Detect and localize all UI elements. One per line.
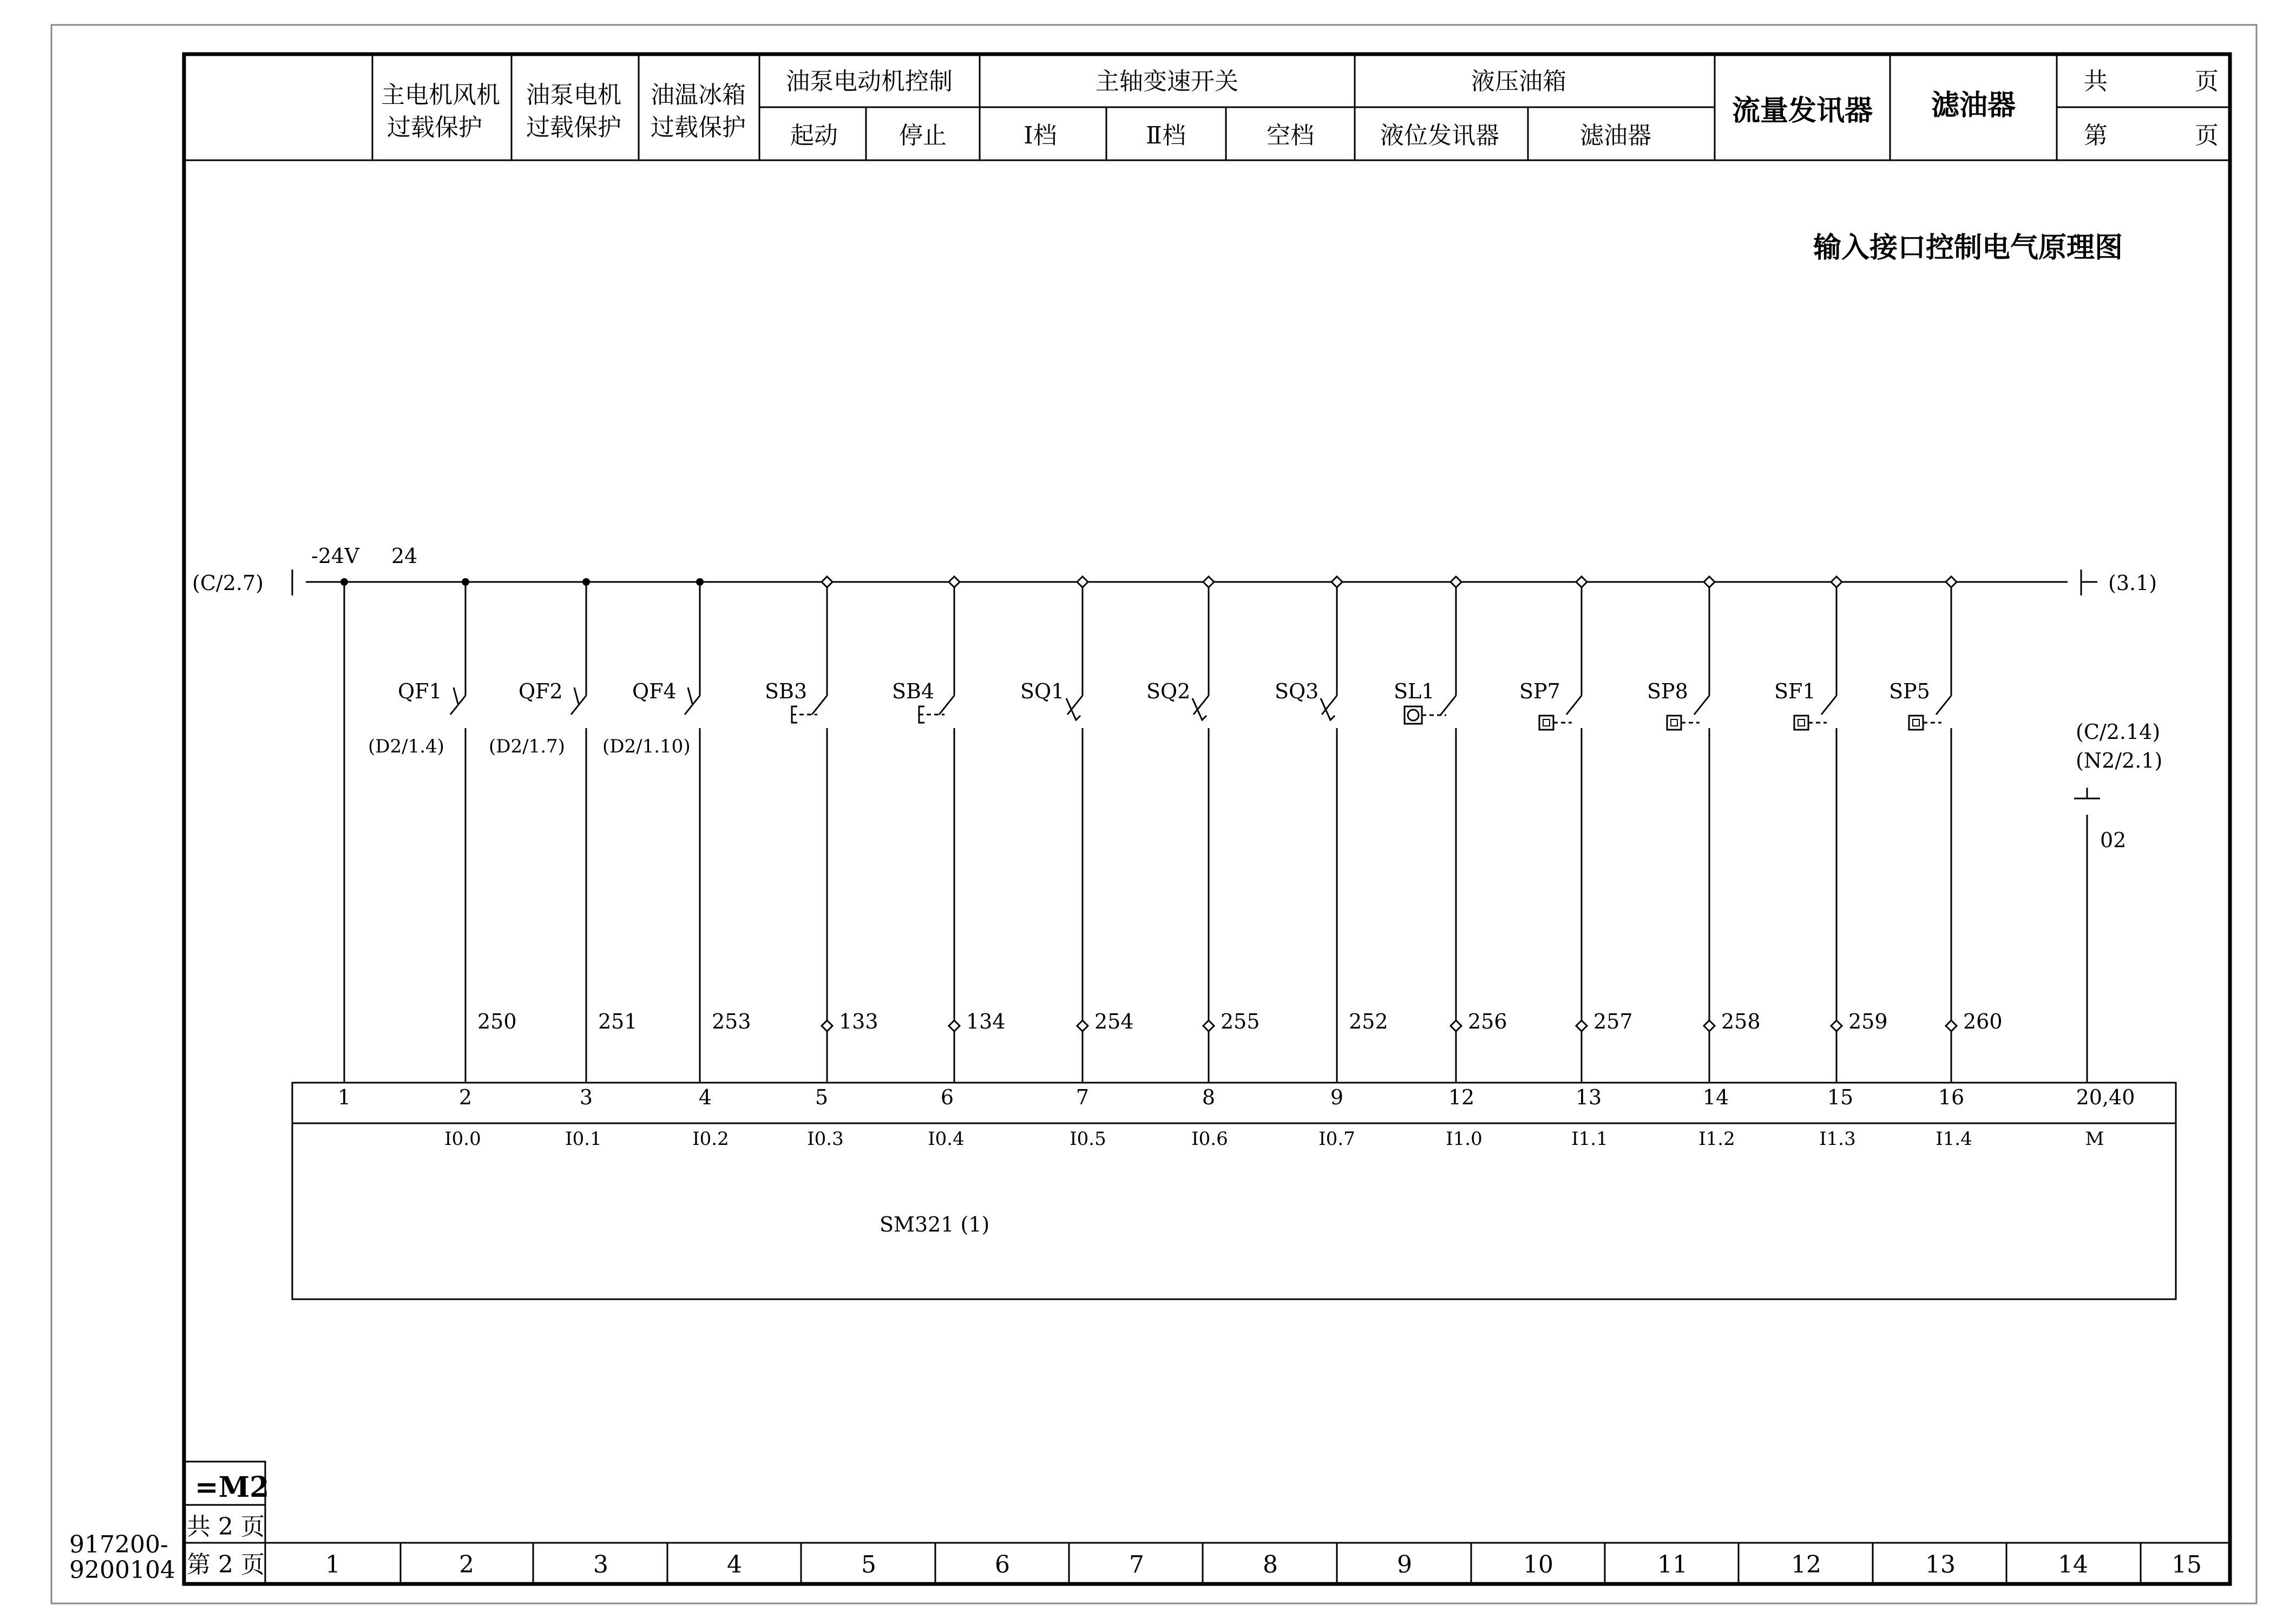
rail-wire-24: 24 — [391, 544, 418, 568]
component-ref: (D2/1.7) — [489, 736, 565, 757]
component-tag: SL1 — [1394, 679, 1435, 703]
drawing-number-2: 9200104 — [69, 1556, 175, 1584]
wire-number: 259 — [1848, 1010, 1888, 1033]
branch-sq2 — [1146, 577, 1260, 1083]
terminal-number: 4 — [698, 1085, 712, 1109]
component-ref: (D2/1.4) — [368, 736, 444, 757]
component-tag: SQ2 — [1146, 679, 1191, 703]
contact-blade — [1936, 696, 1951, 715]
branch-sb4 — [892, 577, 1006, 1083]
component-tag: QF1 — [398, 679, 442, 703]
terminal-number: 20,40 — [2076, 1085, 2135, 1109]
footer-grid — [184, 1462, 2230, 1584]
header-hydraulic-group: 液压油箱 — [1471, 68, 1566, 95]
header-neutral: 空档 — [1267, 122, 1314, 149]
header-filter2: 滤油器 — [1931, 89, 2016, 122]
header-total-unit: 页 — [2195, 68, 2219, 95]
grid-column-number: 10 — [1523, 1551, 1553, 1579]
terminal-diamond — [1451, 577, 1461, 587]
wire-number: 251 — [598, 1010, 638, 1033]
wire-number: 255 — [1221, 1010, 1260, 1033]
io-address: I1.3 — [1819, 1128, 1856, 1150]
ground-ref2: (N2/2.1) — [2076, 749, 2163, 772]
contact-blade — [1566, 696, 1582, 715]
component-tag: SB4 — [892, 679, 935, 703]
header-col3: 油温冰箱 — [651, 81, 746, 109]
wire-number: 256 — [1468, 1010, 1507, 1033]
terminal-number: 12 — [1448, 1085, 1475, 1109]
contact-blade — [685, 696, 700, 715]
grid-column-number: 1 — [325, 1551, 340, 1579]
terminal-number: 9 — [1330, 1085, 1344, 1109]
grid-column-number: 2 — [459, 1551, 474, 1579]
component-tag: SP8 — [1647, 679, 1688, 703]
header-col1b: 过载保护 — [387, 114, 482, 141]
io-address: I0.0 — [444, 1128, 481, 1150]
contact-blade — [1441, 696, 1456, 715]
float-icon — [1408, 710, 1419, 721]
header-page-label: 第 — [2084, 122, 2108, 149]
rail-voltage: -24V — [311, 544, 359, 568]
wire-terminal-diamond — [1077, 1020, 1088, 1031]
branch-sb3 — [765, 577, 878, 1083]
header-pump-start: 起动 — [790, 122, 838, 149]
wire-terminal-diamond — [949, 1020, 960, 1031]
pressure-switch-icon — [1794, 716, 1808, 730]
grid-column-number: 4 — [727, 1551, 742, 1579]
header-pump-group: 油泵电动机控制 — [786, 68, 953, 95]
branch-sq1 — [1020, 577, 1134, 1083]
footer-total-pages: 共 2 页 — [187, 1513, 265, 1541]
io-address: I0.5 — [1070, 1128, 1106, 1150]
component-tag: SP5 — [1889, 679, 1930, 703]
contact-blade — [1821, 696, 1836, 715]
wire-terminal-diamond — [822, 1020, 832, 1031]
module-name: SM321 (1) — [880, 1213, 990, 1236]
wire-number: 258 — [1721, 1010, 1761, 1033]
terminal-diamond — [822, 577, 832, 587]
sensor-core-icon — [1798, 719, 1805, 726]
terminal-diamond — [1831, 577, 1842, 587]
component-tag: QF4 — [632, 679, 677, 703]
breaker-latch-icon — [454, 687, 458, 704]
component-tag: QF2 — [519, 679, 563, 703]
component-tag: SP7 — [1519, 679, 1560, 703]
wire-number: 252 — [1349, 1010, 1388, 1033]
io-address: M — [2085, 1128, 2104, 1150]
ground-ref1: (C/2.14) — [2076, 720, 2161, 744]
grid-column-number: 8 — [1263, 1551, 1278, 1579]
header-oil-filter: 滤油器 — [1580, 122, 1651, 149]
terminal-number: 1 — [337, 1085, 351, 1109]
branch-sl1 — [1394, 577, 1507, 1083]
header-gear1: Ⅰ档 — [1024, 122, 1057, 149]
ground-wire: 02 — [2100, 828, 2127, 852]
grid-column-number: 12 — [1791, 1551, 1821, 1579]
terminal-diamond — [1203, 577, 1214, 587]
header-col2: 油泵电机 — [526, 81, 621, 109]
io-address: I0.7 — [1318, 1128, 1355, 1150]
terminal-number: 14 — [1702, 1085, 1729, 1109]
io-address: I1.1 — [1571, 1128, 1608, 1150]
contact-blade — [812, 696, 827, 715]
grid-column-number: 6 — [995, 1551, 1010, 1579]
grid-column-number: 9 — [1397, 1551, 1412, 1579]
branch-sf1 — [1774, 577, 1888, 1083]
wire-terminal-diamond — [1451, 1020, 1461, 1031]
header-gear2: Ⅱ档 — [1146, 122, 1186, 149]
header-page-unit: 页 — [2195, 122, 2219, 149]
grid-column-number: 7 — [1129, 1551, 1144, 1579]
terminal-diamond — [1331, 577, 1342, 587]
branch-qf2 — [489, 578, 638, 1083]
component-tag: SB3 — [765, 679, 808, 703]
sensor-core-icon — [1543, 719, 1550, 726]
pressure-switch-icon — [1909, 716, 1923, 730]
drawing-title: 输入接口控制电气原理图 — [1813, 231, 2123, 264]
contact-blade — [1694, 696, 1709, 715]
sm321-module — [292, 1083, 2176, 1299]
footer-code: =M2 — [195, 1471, 270, 1504]
wire-terminal-diamond — [1946, 1020, 1957, 1031]
breaker-latch-icon — [574, 687, 579, 704]
terminal-number: 5 — [815, 1085, 829, 1109]
wire-number: 257 — [1593, 1010, 1633, 1033]
grid-column-number: 5 — [861, 1551, 876, 1579]
rail-left-ref: (C/2.7) — [192, 571, 264, 595]
sensor-core-icon — [1913, 719, 1919, 726]
grid-column-number: 11 — [1657, 1551, 1688, 1579]
terminal-number: 2 — [458, 1085, 473, 1109]
sensor-core-icon — [1671, 719, 1677, 726]
header-level-sensor: 液位发讯器 — [1380, 122, 1499, 149]
wire-terminal-diamond — [1576, 1020, 1587, 1031]
grid-column-number: 13 — [1925, 1551, 1956, 1579]
terminal-number: 13 — [1575, 1085, 1602, 1109]
header-flow-sensor: 流量发讯器 — [1731, 94, 1873, 127]
io-address: I0.6 — [1191, 1128, 1228, 1150]
breaker-latch-icon — [688, 687, 692, 704]
contact-blade — [571, 696, 586, 715]
terminal-diamond — [1704, 577, 1715, 587]
terminal-diamond — [1077, 577, 1088, 587]
wire-terminal-diamond — [1203, 1020, 1214, 1031]
branch-sp7 — [1519, 577, 1633, 1083]
wire-terminal-diamond — [1831, 1020, 1842, 1031]
io-address: I0.4 — [928, 1128, 965, 1150]
terminal-number: 15 — [1827, 1085, 1854, 1109]
pressure-switch-icon — [1539, 716, 1553, 730]
pressure-switch-icon — [1667, 716, 1681, 730]
branch-qf4 — [602, 578, 751, 1083]
wire-number: 260 — [1963, 1010, 2003, 1033]
grid-column-number: 14 — [2058, 1551, 2088, 1579]
io-address: I0.1 — [565, 1128, 602, 1150]
branch-sp8 — [1647, 577, 1761, 1083]
contact-blade — [939, 696, 954, 715]
grid-column-number: 15 — [2172, 1551, 2202, 1579]
module-addresses — [444, 1128, 2104, 1150]
header-pump-stop: 停止 — [899, 122, 947, 149]
terminal-diamond — [949, 577, 960, 587]
header-col3b: 过载保护 — [651, 114, 746, 141]
terminal-diamond — [1946, 577, 1957, 587]
component-ref: (D2/1.10) — [602, 736, 691, 757]
inner-frame — [184, 54, 2230, 1584]
wire-number: 254 — [1094, 1010, 1134, 1033]
wire-number: 250 — [477, 1010, 517, 1033]
wire-number: 133 — [839, 1010, 878, 1033]
branch-qf1 — [368, 578, 517, 1083]
drawing-number-1: 917200- — [69, 1531, 168, 1558]
wire-number: 253 — [712, 1010, 751, 1033]
grid-column-number: 3 — [593, 1551, 608, 1579]
component-tag: SQ3 — [1275, 679, 1319, 703]
component-tag: SQ1 — [1020, 679, 1065, 703]
terminal-number: 3 — [579, 1085, 593, 1109]
io-address: I0.3 — [807, 1128, 844, 1150]
input-branches — [368, 577, 2003, 1083]
branch-sq3 — [1275, 577, 1388, 1083]
terminal-number: 16 — [1938, 1085, 1965, 1109]
module-terminals — [338, 1085, 2135, 1109]
terminal-number: 8 — [1202, 1085, 1216, 1109]
footer-page-no: 第 2 页 — [187, 1551, 265, 1579]
header-total-label: 共 — [2084, 68, 2108, 95]
rail-right-ref: (3.1) — [2108, 571, 2157, 595]
io-address: I1.4 — [1936, 1128, 1972, 1150]
header-col2b: 过载保护 — [526, 114, 621, 141]
footer-grid-numbers — [325, 1551, 2202, 1579]
io-address: I1.2 — [1698, 1128, 1735, 1150]
header-spindle-group: 主轴变速开关 — [1095, 68, 1238, 95]
header-col1: 主电机风机 — [381, 81, 500, 109]
terminal-number: 6 — [940, 1085, 954, 1109]
contact-blade — [450, 696, 465, 715]
component-tag: SF1 — [1774, 679, 1816, 703]
wire-terminal-diamond — [1704, 1020, 1715, 1031]
wire-number: 134 — [966, 1010, 1006, 1033]
branch-sp5 — [1889, 577, 2003, 1083]
terminal-number: 7 — [1075, 1085, 1090, 1109]
io-address: I1.0 — [1446, 1128, 1482, 1150]
io-address: I0.2 — [692, 1128, 729, 1150]
terminal-diamond — [1576, 577, 1587, 587]
